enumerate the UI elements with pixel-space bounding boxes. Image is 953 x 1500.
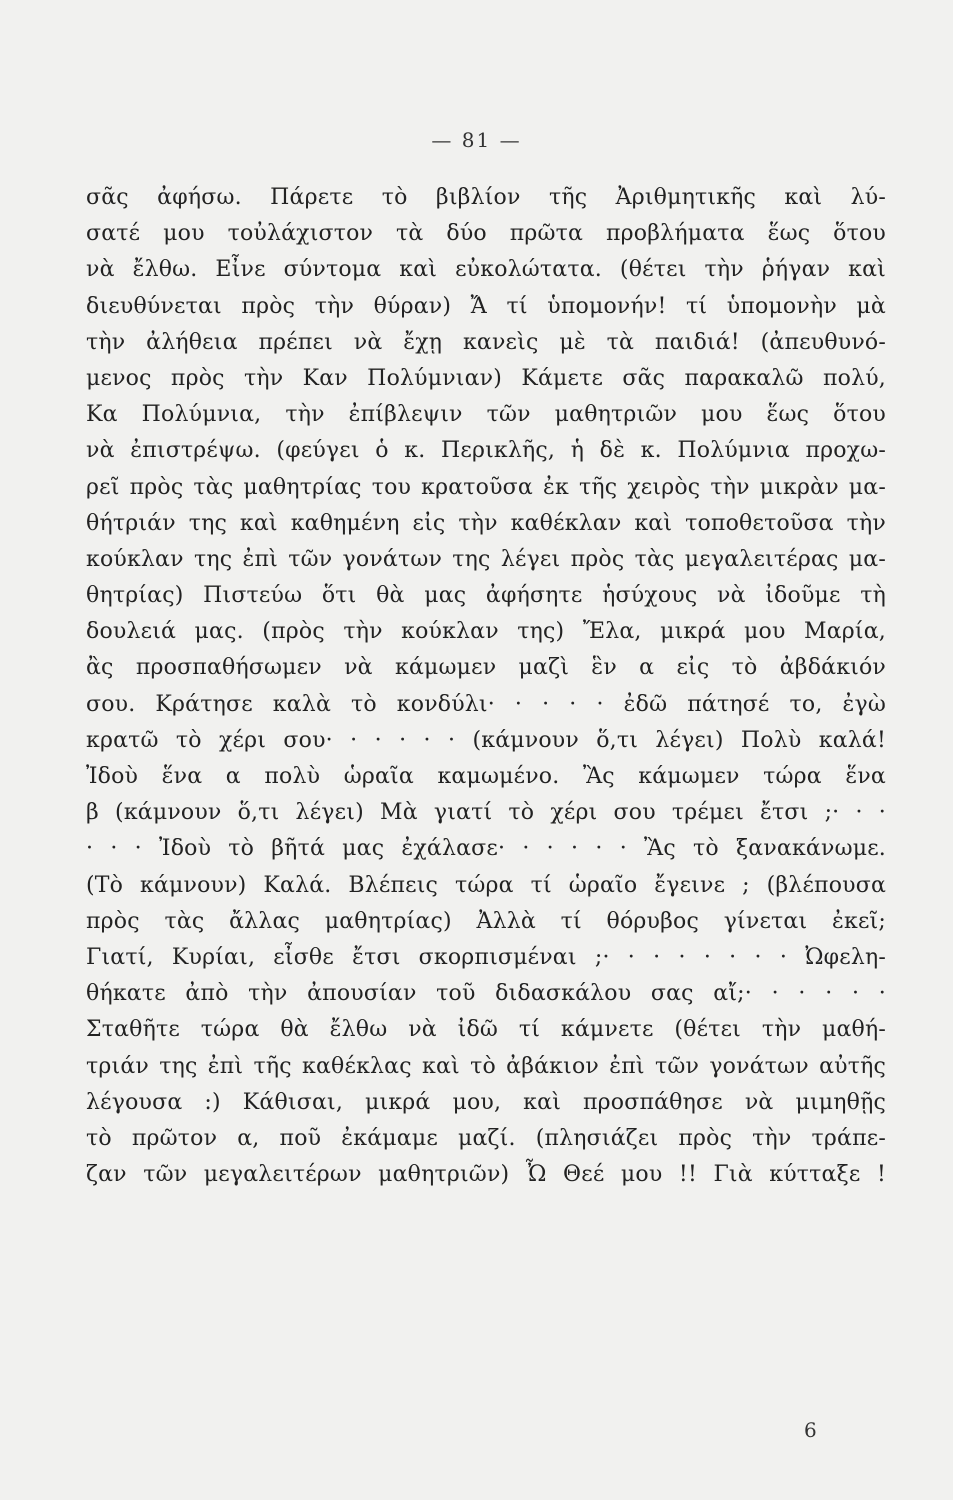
text-line: μενος πρὸς τὴν Καν Πολύμνιαν) Κάμετε σᾶς παρακαλῶ πολύ, <box>86 365 886 391</box>
text-line: Γιατί, Κυρίαι, εἶσθε ἔτσι σκορπισμέναι ;· · · · · · · · Ὠφελη- <box>86 944 886 970</box>
text-line: σατέ μου τοὐλάχιστον τὰ δύο πρῶτα προβλήματα ἕως ὅτου <box>86 221 886 247</box>
text-line: τριάν της ἐπὶ τῆς καθέκλας καὶ τὸ ἀβάκιον ἐπὶ τῶν γονάτων αὐτῆς <box>86 1053 886 1079</box>
text-line: τὴν ἀλήθεια πρέπει νὰ ἔχῃ κανεὶς μὲ τὰ παιδιά! (ἀπευθυνό- <box>86 329 886 355</box>
text-line: σᾶς ἀφήσω. Πάρετε τὸ βιβλίον τῆς Ἀριθμητικῆς καὶ λύ- <box>86 185 886 210</box>
text-line: κούκλαν της ἐπὶ τῶν γονάτων της λέγει πρὸς τὰς μεγαλειτέρας μα- <box>86 546 886 572</box>
text-line: διευθύνεται πρὸς τὴν θύραν) Ἄ τί ὑπομονήν! τί ὑπομονὴν μὰ <box>86 293 886 319</box>
text-line: (Τὸ κάμνουν) Καλά. Βλέπεις τώρα τί ὡραῖο ἔγεινε ; (βλέπουσα <box>86 872 886 898</box>
text-line: νὰ ἐπιστρέψω. (φεύγει ὁ κ. Περικλῆς, ἡ δὲ κ. Πολύμνια προχω- <box>86 438 886 464</box>
text-line: θήκατε ἀπὸ τὴν ἀπουσίαν τοῦ διδασκάλου σας αἴ;· · · · · · <box>86 981 886 1007</box>
text-line: κρατῶ τὸ χέρι σου· · · · · · (κάμνουν ὅ,τι λέγει) Πολὺ καλά! <box>86 727 886 753</box>
text-line: Κα Πολύμνια, τὴν ἐπίβλεψιν τῶν μαθητριῶν μου ἕως ὅτου <box>86 402 886 428</box>
text-line: τὸ πρῶτον α, ποῦ ἐκάμαμε μαζί. (πλησιάζει πρὸς τὴν τράπε- <box>86 1125 886 1151</box>
signature-mark: 6 <box>804 1418 817 1442</box>
text-line: ἂς προσπαθήσωμεν νὰ κάμωμεν μαζὶ ἓν α εἰς τὸ ἀβδάκιόν <box>86 655 886 681</box>
text-line: θήτριάν της καὶ καθημένη εἰς τὴν καθέκλαν καὶ τοποθετοῦσα τὴν <box>86 510 886 536</box>
text-line: πρὸς τὰς ἄλλας μαθητρίας) Ἀλλὰ τί θόρυβος γίνεται ἐκεῖ; <box>86 908 886 934</box>
text-line: β (κάμνουν ὅ,τι λέγει) Μὰ γιατί τὸ χέρι σου τρέμει ἔτσι ;· · · <box>86 800 886 826</box>
body-text <box>86 180 886 1193</box>
text-line: Σταθῆτε τώρα θὰ ἔλθω νὰ ἰδῶ τί κάμνετε (θέτει τὴν μαθή- <box>86 1017 886 1043</box>
text-line: · · · Ἰδοὺ τὸ βῆτά μας ἐχάλασε· · · · · · Ἂς τὸ ξανακάνωμε. <box>86 836 886 862</box>
text-line: ζαν τῶν μεγαλειτέρων μαθητριῶν) Ὦ Θεέ μου !! Γιὰ κύτταξε ! <box>86 1162 886 1188</box>
text-line: ρεῖ πρὸς τὰς μαθητρίας του κρατοῦσα ἐκ τῆς χειρὸς τὴν μικρὰν μα- <box>86 474 886 500</box>
text-line: δουλειά μας. (πρὸς τὴν κούκλαν της) Ἔλα, μικρά μου Μαρία, <box>86 619 886 645</box>
text-line: νὰ ἔλθω. Εἶνε σύντομα καὶ εὐκολώτατα. (θέτει τὴν ῥήγαν καὶ <box>86 257 886 283</box>
text-line: Ἰδοὺ ἕνα α πολὺ ὡραῖα καμωμένο. Ἂς κάμωμεν τώρα ἕνα <box>86 764 886 789</box>
page-number-header: — 81 — <box>431 128 522 152</box>
text-line: λέγουσα :) Κάθισαι, μικρά μου, καὶ προσπάθησε νὰ μιμηθῇς <box>86 1089 886 1115</box>
text-line: θητρίας) Πιστεύω ὅτι θὰ μας ἀφήσητε ἡσύχους νὰ ἰδοῦμε τὴ <box>86 583 886 609</box>
text-line: σου. Κράτησε καλὰ τὸ κονδύλι· · · · · ἐδῶ πάτησέ το, ἐγὼ <box>86 691 886 717</box>
